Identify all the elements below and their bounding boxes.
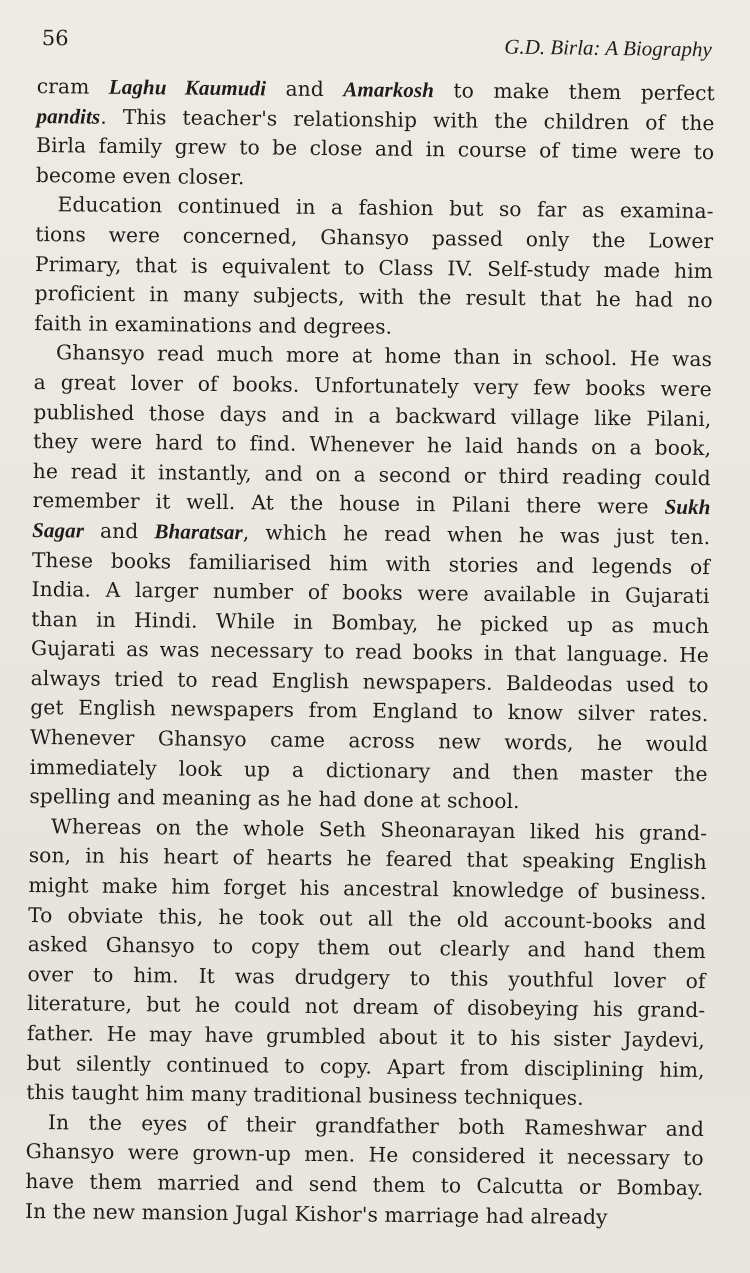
italic-term: Laghu Kaumudi [108,74,267,101]
text-run: These books familiarised him with stories and legends of [31,547,710,579]
text-run: Gujarati as was necessary to read books in that language. He [30,636,710,668]
paragraph [36,72,715,197]
text-run: . This teacher's relationship with the children of the [100,104,715,135]
text-run: remember it well. At the house in Pilani there were [32,488,665,519]
text-run: father. He may have grumbled about it to his sister Jaydevi, [26,1020,706,1053]
text-run: they were hard to find. Whenever he laid hands on a book, [33,429,712,461]
text-run: To obviate this, he took out all the old account-books and [28,902,707,934]
text-run: proficient in many subjects, with the result that he had no [34,281,713,313]
text-run: son, in his heart of hearts he feared that speaking English [28,843,707,875]
text-run: Primary, that is equivalent to Class IV. Self-study made him [34,251,714,283]
text-run: might make him forget his ancestral knowledge of business. [28,872,707,905]
italic-term: Bharatsar [154,519,243,545]
text-run: , which he read when he was just ten. [242,520,711,549]
paragraph [29,338,712,819]
text-run: always tried to read English newspapers. Baldeodas used to [30,665,709,697]
text-run: tions were concerned, Ghansyo passed only the Lower [35,221,714,254]
text-run: this taught him many traditional business techniques. [26,1080,584,1110]
text-run: In the new mansion Jugal Kishor's marriage had already [24,1198,608,1229]
text-run: and [83,518,155,544]
text-run: have them married and send them to Calcutta or Bombay. [25,1168,704,1201]
text-body [25,72,715,1233]
text-run: spelling and meaning as he had done at school. [29,784,520,814]
text-run: and [265,76,344,102]
text-run: he read it instantly, and on a second or third reading could [32,458,711,490]
text-run: India. A larger number of books were available in Gujarati [31,577,710,609]
text-run: get English newspapers from England to know silver rates. [30,695,709,727]
text-run: Ghansyo read much more at home than in school. He was [55,340,713,372]
text-run: a great lover of books. Unfortunately very few books were [33,369,712,402]
page-header [42,26,712,69]
text-run: In the eyes of their grandfather both Rameshwar and [47,1109,705,1141]
paragraph [34,190,714,345]
text-run: faith in examinations and degrees. [34,310,393,339]
text-run: asked Ghansyo to copy them out clearly and hand them [27,932,706,964]
text-run: Whenever Ghansyo came across new words, he would [29,725,709,757]
paragraph [26,812,707,1115]
paragraph [25,1108,704,1233]
text-run: to make them perfect [433,78,715,106]
running-title: G.D. Birla: A Biography [504,34,712,62]
text-run: published those days and in a backward village like Pilani, [33,399,712,431]
text-run: than in Hindi. While in Bombay, he picked up as much [31,606,710,638]
text-run: Education continued in a fashion but so far as examina- [57,192,714,224]
text-run: immediately look up a dictionary and then master the [29,754,708,786]
text-run: become even closer. [35,162,245,189]
italic-term: pandits [36,103,101,129]
text-run: over to him. It was drudgery to this youthful lover of [27,961,706,993]
text-run: Whereas on the whole Seth Sheonarayan liked his grand- [50,814,708,845]
text-run: Ghansyo were grown-up men. He considered it necessary to [25,1139,704,1171]
text-run: but silently continued to copy. Apart from disciplining him, [26,1050,705,1082]
text-run: cram [36,73,110,99]
italic-term: Amarkosh [343,77,435,103]
page-number: 56 [41,26,69,51]
text-line [25,1197,703,1234]
italic-term: Sukh [664,494,711,520]
italic-term: Sagar [32,517,85,543]
text-run: Birla family grew to be close and in course of time were to [36,133,715,165]
text-run: literature, but he could not dream of disobeying his grand- [27,991,706,1023]
